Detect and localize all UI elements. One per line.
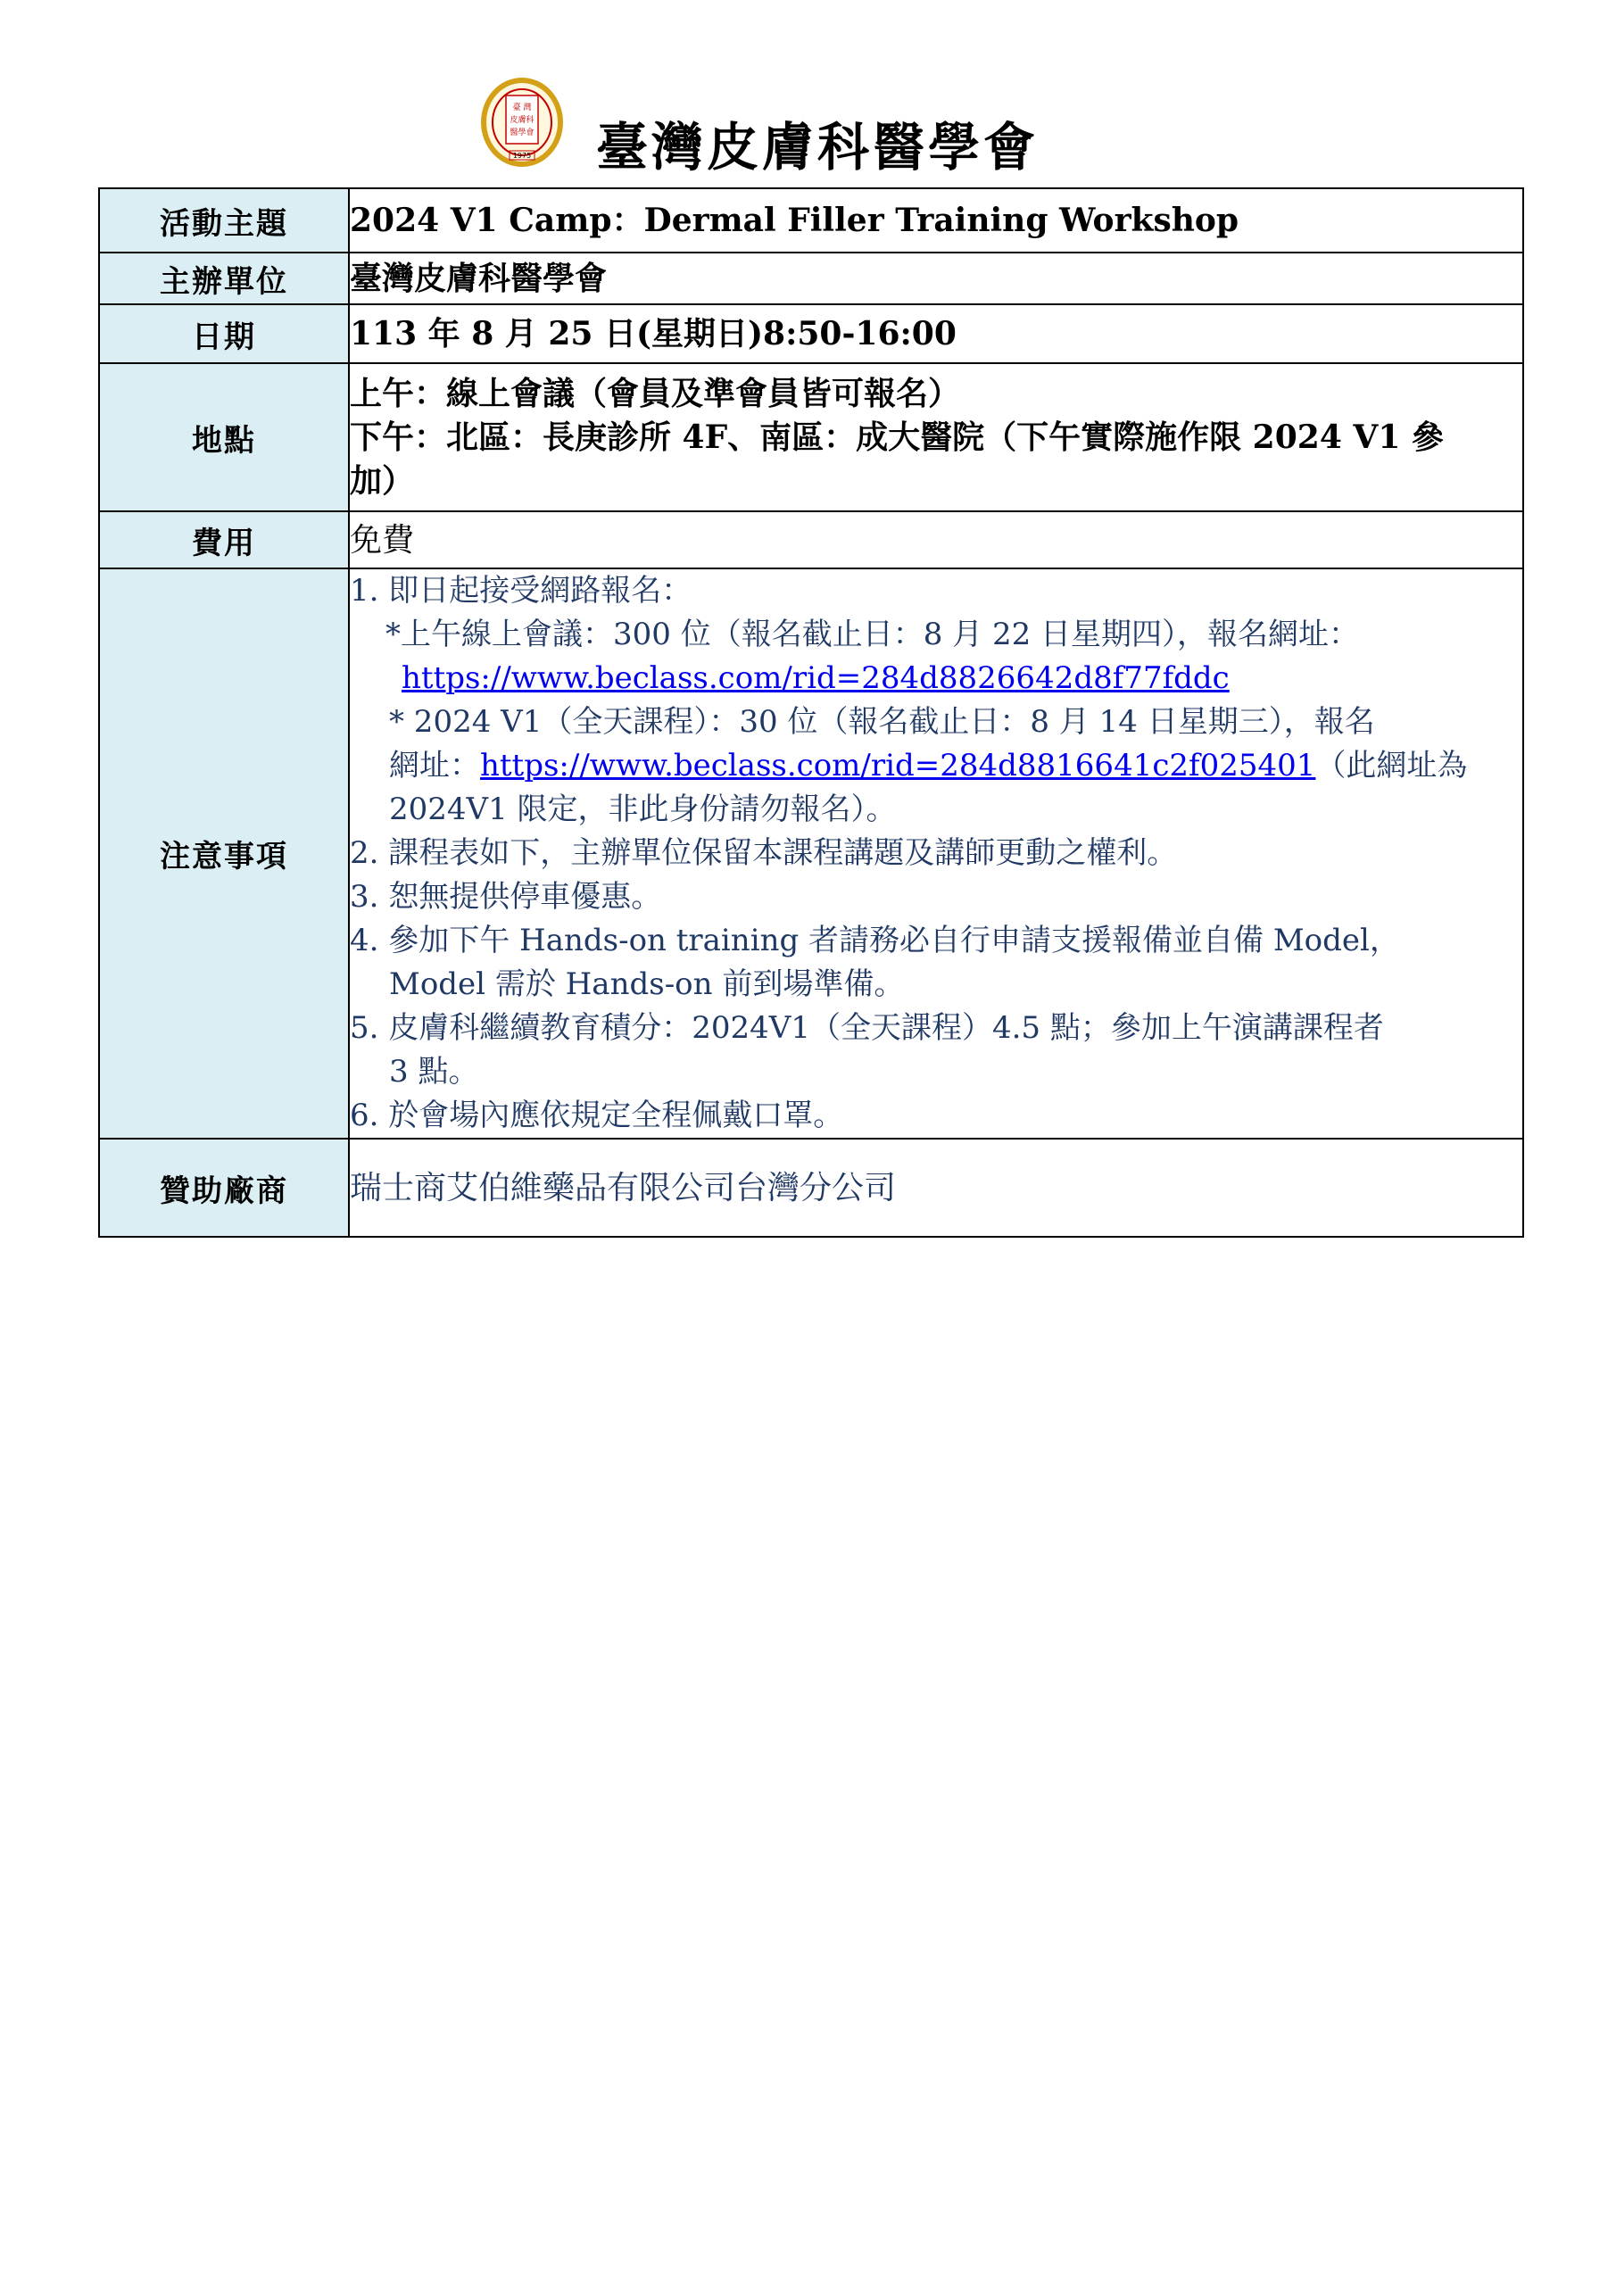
note-4: 4. 參加下午 Hands-on training 者請務必自行申請支援報備並自備 Model，: [350, 923, 1400, 958]
svg-text:臺 灣: 臺 灣: [512, 104, 532, 112]
note-6: 6. 於會場內應依規定全程佩戴口罩。: [350, 1098, 844, 1133]
registration-link-v1[interactable]: https://www.beclass.com/rid=284d8816641c2f025401: [480, 748, 1316, 783]
table-row-date: [99, 304, 1523, 363]
label-location: 地點: [99, 363, 349, 511]
note-1b: * 2024 V1（全天課程）：30 位（報名截止日：8 月 14 日星期三），報名: [389, 704, 1375, 740]
location-line-afternoon-cont: 加）: [350, 461, 415, 500]
registration-link-morning[interactable]: https://www.beclass.com/rid=284d8826642d8f77fddc: [402, 660, 1230, 696]
organization-title: 臺灣皮膚科醫學會: [596, 117, 1040, 178]
svg-text:皮膚科: 皮膚科: [510, 116, 535, 125]
table-row-sponsor: [99, 1139, 1523, 1237]
table-row-fee: [99, 511, 1523, 568]
association-logo-icon: [479, 76, 565, 176]
event-info-table: [98, 187, 1524, 1238]
value-notes: [349, 568, 1523, 1139]
table-row-notes: [99, 568, 1523, 1139]
table-row-topic: [99, 188, 1523, 253]
note-1a: *上午線上會議：300 位（報名截止日：8 月 22 日星期四），報名網址：: [385, 617, 1360, 652]
value-sponsor: 瑞士商艾伯維藥品有限公司台灣分公司: [349, 1139, 1523, 1237]
value-organizer: 臺灣皮膚科醫學會: [349, 253, 1523, 304]
note-1b-link-line: [350, 744, 1522, 788]
location-line-afternoon: 下午：北區：長庚診所 4F、南區：成大醫院（下午實際施作限 2024 V1 參: [350, 418, 1444, 456]
note-1b-prefix: 網址：: [389, 748, 480, 783]
label-sponsor: 贊助廠商: [99, 1139, 349, 1237]
note-3: 3. 恕無提供停車優惠。: [350, 879, 662, 915]
table-row-location: [99, 363, 1523, 511]
note-5: 5. 皮膚科繼續教育積分：2024V1（全天課程）4.5 點；參加上午演講課程者: [350, 1010, 1384, 1046]
label-topic: 活動主題: [99, 188, 349, 253]
value-location: [349, 363, 1523, 511]
table-row-organizer: [99, 253, 1523, 304]
note-2: 2. 課程表如下，主辦單位保留本課程講題及講師更動之權利。: [350, 835, 1178, 871]
svg-text:1975: 1975: [512, 152, 532, 160]
label-notes: 注意事項: [99, 568, 349, 1139]
value-fee: 免費: [349, 511, 1523, 568]
svg-text:醫學會: 醫學會: [510, 128, 535, 137]
label-fee: 費用: [99, 511, 349, 568]
note-1a-link-line: [350, 657, 1522, 700]
location-line-morning: 上午：線上會議（會員及準會員皆可報名）: [350, 374, 961, 412]
value-topic: 2024 V1 Camp：Dermal Filler Training Workshop: [349, 188, 1523, 253]
note-1: 1. 即日起接受網路報名：: [350, 573, 692, 609]
page-header: [0, 71, 1616, 186]
label-date: 日期: [99, 304, 349, 363]
note-4b: Model 需於 Hands-on 前到場準備。: [389, 966, 905, 1002]
value-date: 113 年 8 月 25 日(星期日)8:50-16:00: [349, 304, 1523, 363]
note-5b: 3 點。: [389, 1054, 479, 1090]
note-1b-suffix: （此網址為: [1315, 748, 1468, 783]
note-1b-end: 2024V1 限定，非此身份請勿報名）。: [389, 792, 897, 827]
label-organizer: 主辦單位: [99, 253, 349, 304]
